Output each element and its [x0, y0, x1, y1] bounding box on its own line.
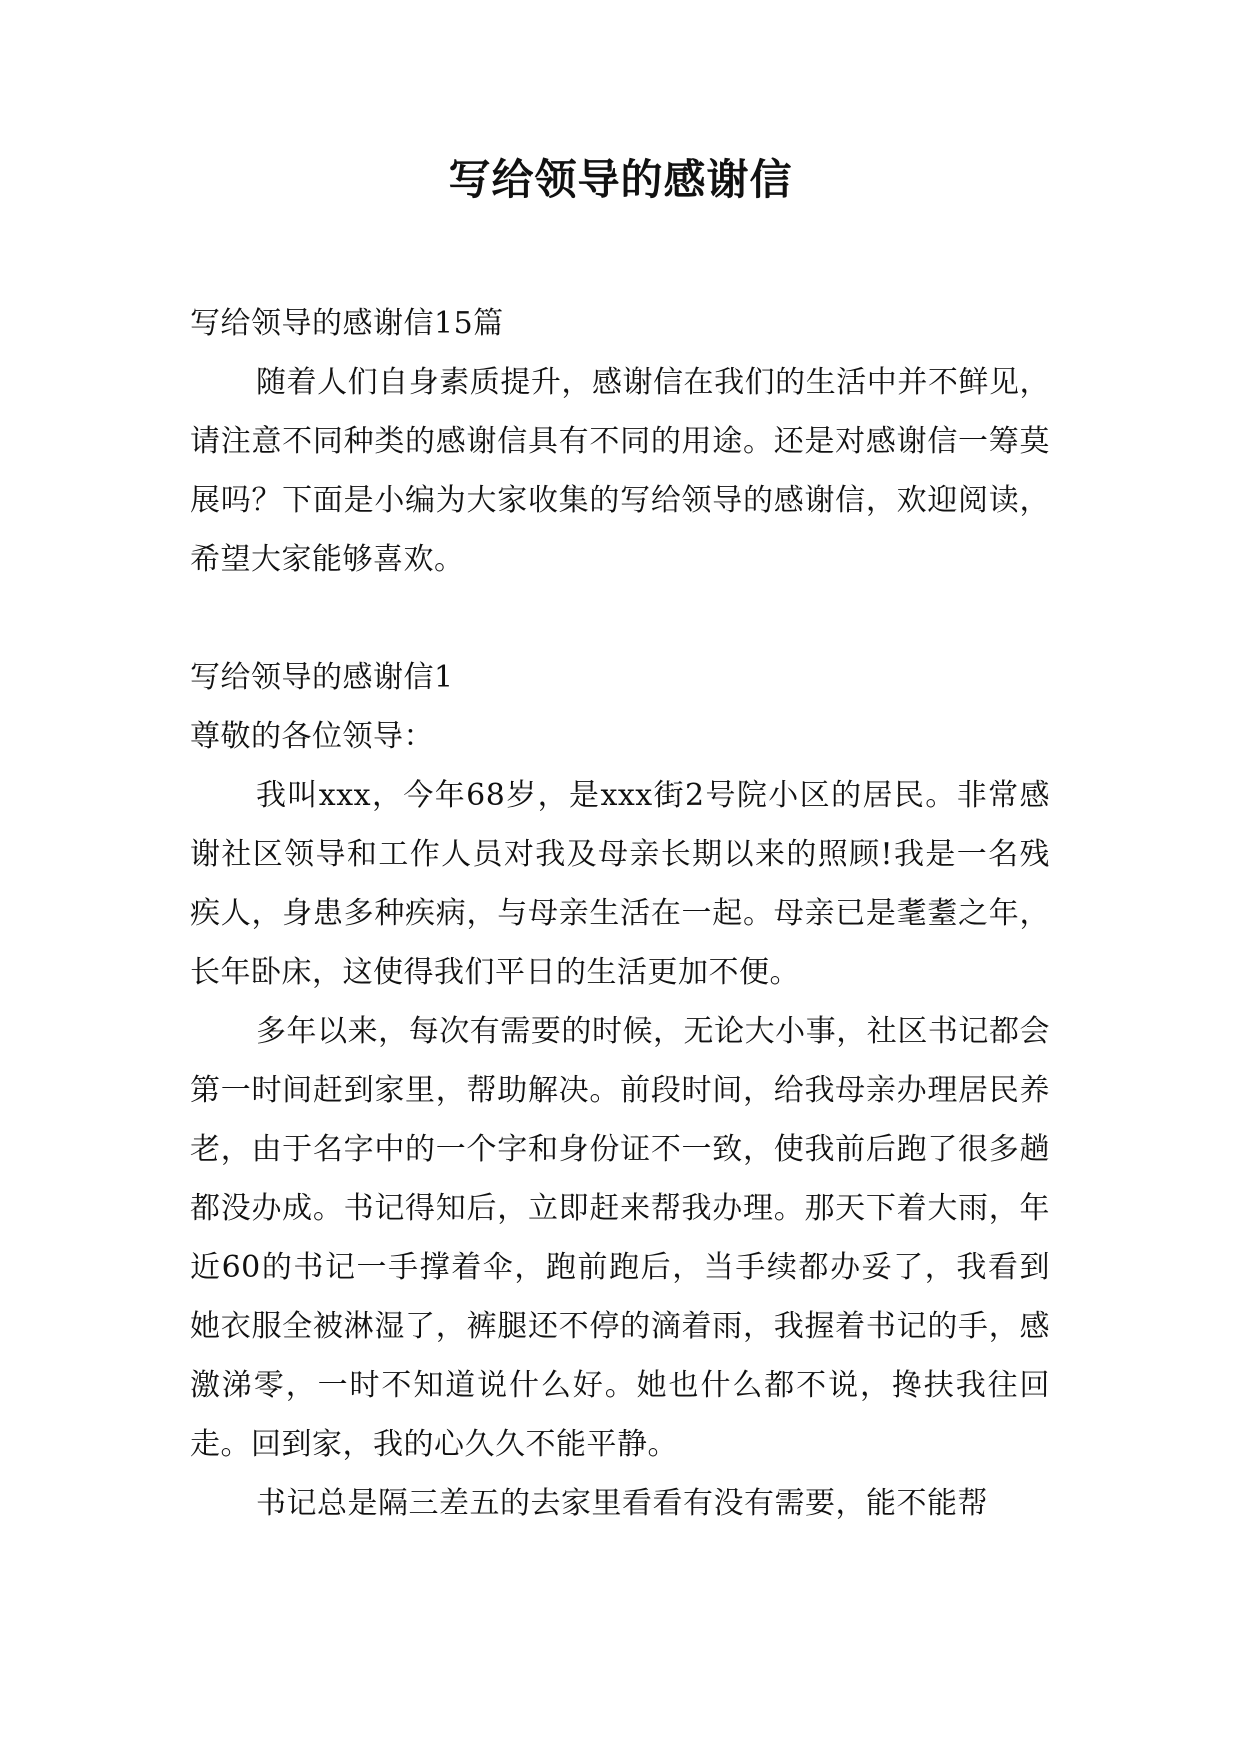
salutation: 尊敬的各位领导： [190, 719, 434, 754]
document-subtitle: 写给领导的感谢信15篇 [190, 306, 504, 341]
document-body [190, 294, 1050, 1533]
paragraph-spacer [190, 589, 1050, 648]
document-title: 写给领导的感谢信 [448, 155, 793, 204]
body-paragraph-3: 书记总是隔三差五的去家里看看有没有需要，能不能帮 [256, 1486, 988, 1521]
intro-paragraph: 随着人们自身素质提升，感谢信在我们的生活中并不鲜见，请注意不同种类的感谢信具有不同的用途。还是对感谢信一筹莫展吗？下面是小编为大家收集的写给领导的感谢信，欢迎阅读，希望大家能够喜欢。 [190, 365, 1050, 577]
section-heading: 写给领导的感谢信1 [190, 660, 454, 695]
body-paragraph-1: 我叫xxx，今年68岁，是xxx街2号院小区的居民。非常感谢社区领导和工作人员对我及母亲长期以来的照顾!我是一名残疾人，身患多种疾病，与母亲生活在一起。母亲已是耄耋之年，长年卧床，这使得我们平日的生活更加不便。 [190, 778, 1050, 990]
body-paragraph-2: 多年以来，每次有需要的时候，无论大小事，社区书记都会第一时间赶到家里，帮助解决。前段时间，给我母亲办理居民养老，由于名字中的一个字和身份证不一致，使我前后跑了很多趟都没办成。书记得知后，立即赶来帮我办理。那天下着大雨，年近60的书记一手撑着伞，跑前跑后，当手续都办妥了，我看到她衣服全被淋湿了，裤腿还不停的滴着雨，我握着书记的手，感激涕零，一时不知道说什么好。她也什么都不说，搀扶我往回走。回到家，我的心久久不能平静。 [190, 1014, 1050, 1462]
